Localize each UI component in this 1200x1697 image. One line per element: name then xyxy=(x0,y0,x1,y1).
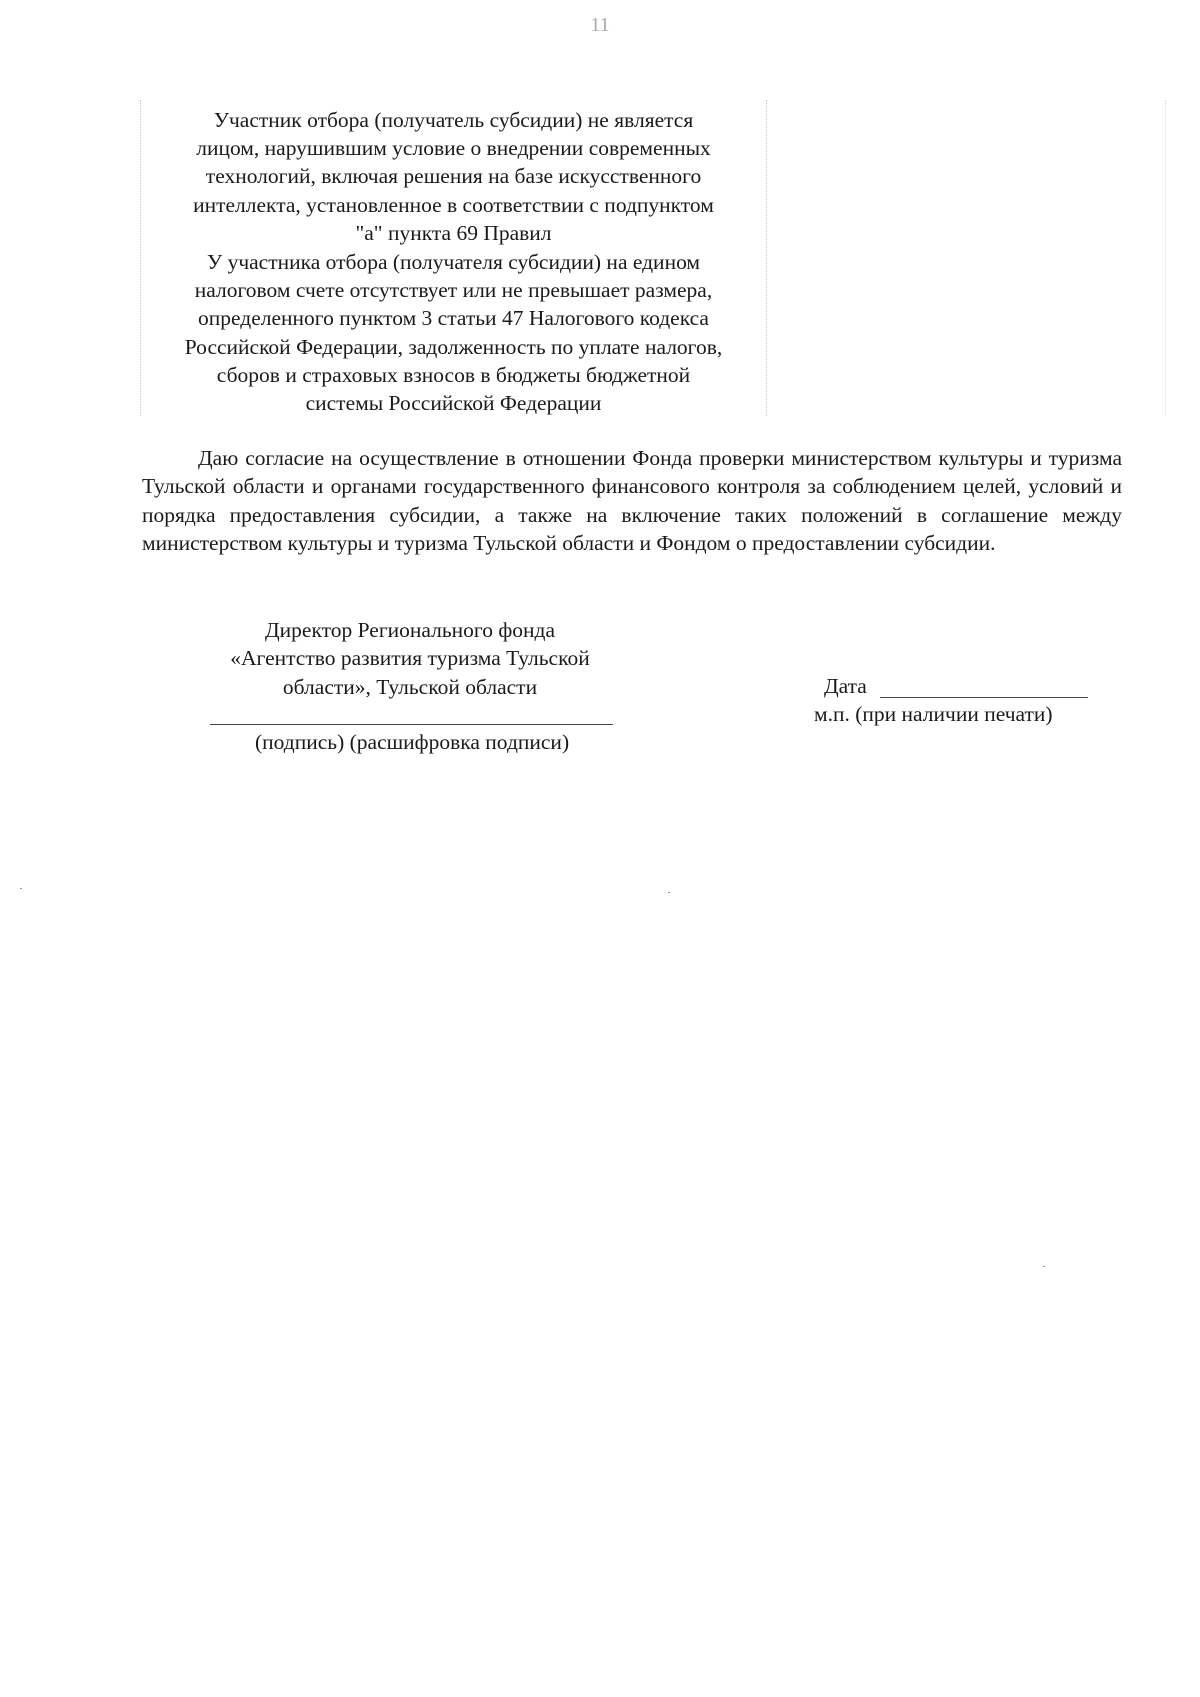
requirement-line: налоговом счете отсутствует или не превышает размера, xyxy=(194,278,713,303)
requirement-cell-ai-technologies xyxy=(140,106,767,247)
scan-speck xyxy=(20,888,22,889)
requirement-line: интеллекта, установленное в соответствии с подпунктом xyxy=(193,192,714,217)
requirement-line: сборов и страховых взносов в бюджеты бюджетной xyxy=(216,362,691,387)
table-border-far-right xyxy=(1165,100,1166,416)
requirements-table-fragment xyxy=(140,100,767,416)
requirement-line: Участник отбора (получатель субсидии) не является xyxy=(213,108,694,132)
date-line xyxy=(880,697,1088,698)
page-number: 11 xyxy=(590,14,610,36)
requirement-line: лицом, нарушившим условие о внедрении современных xyxy=(196,136,711,161)
stamp-note: м.п. (при наличии печати) xyxy=(814,702,1053,726)
requirement-line: Российской Федерации, задолженность по уплате налогов, xyxy=(184,334,723,359)
requirement-cell-tax-debt xyxy=(140,248,767,417)
requirement-line: "а" пункта 69 Правил xyxy=(355,220,552,245)
requirement-line: определенного пунктом 3 статьи 47 Налогового кодекса xyxy=(198,306,709,331)
requirement-line: У участника отбора (получателя субсидии) на едином xyxy=(206,250,701,274)
signature-line xyxy=(210,724,613,725)
director-title-line: Директор Регионального фонда xyxy=(264,618,555,642)
date-label: Дата xyxy=(824,674,867,698)
requirement-line: системы Российской Федерации xyxy=(305,391,602,416)
scan-speck xyxy=(668,892,670,893)
director-title-line: «Агентство развития туризма Тульской xyxy=(230,646,590,671)
requirement-line: технологий, включая решения на базе искусственного xyxy=(205,164,702,189)
signature-caption: (подпись) (расшифровка подписи) xyxy=(255,730,570,754)
director-title-line: области», Тульской области xyxy=(282,674,538,699)
scan-speck xyxy=(1043,1266,1045,1267)
consent-paragraph: Даю согласие на осуществление в отношении Фонда проверки министерством культуры и туризма Тульской области и органами государственного финансового контроля за соблюдением целей, условий и порядка предоставления субсидии, а также на включение таких положений в соглашение между министерством культуры и туризма Тульской области и Фондом о предоставлении субсидии. xyxy=(142,446,1122,555)
director-title xyxy=(190,616,630,701)
